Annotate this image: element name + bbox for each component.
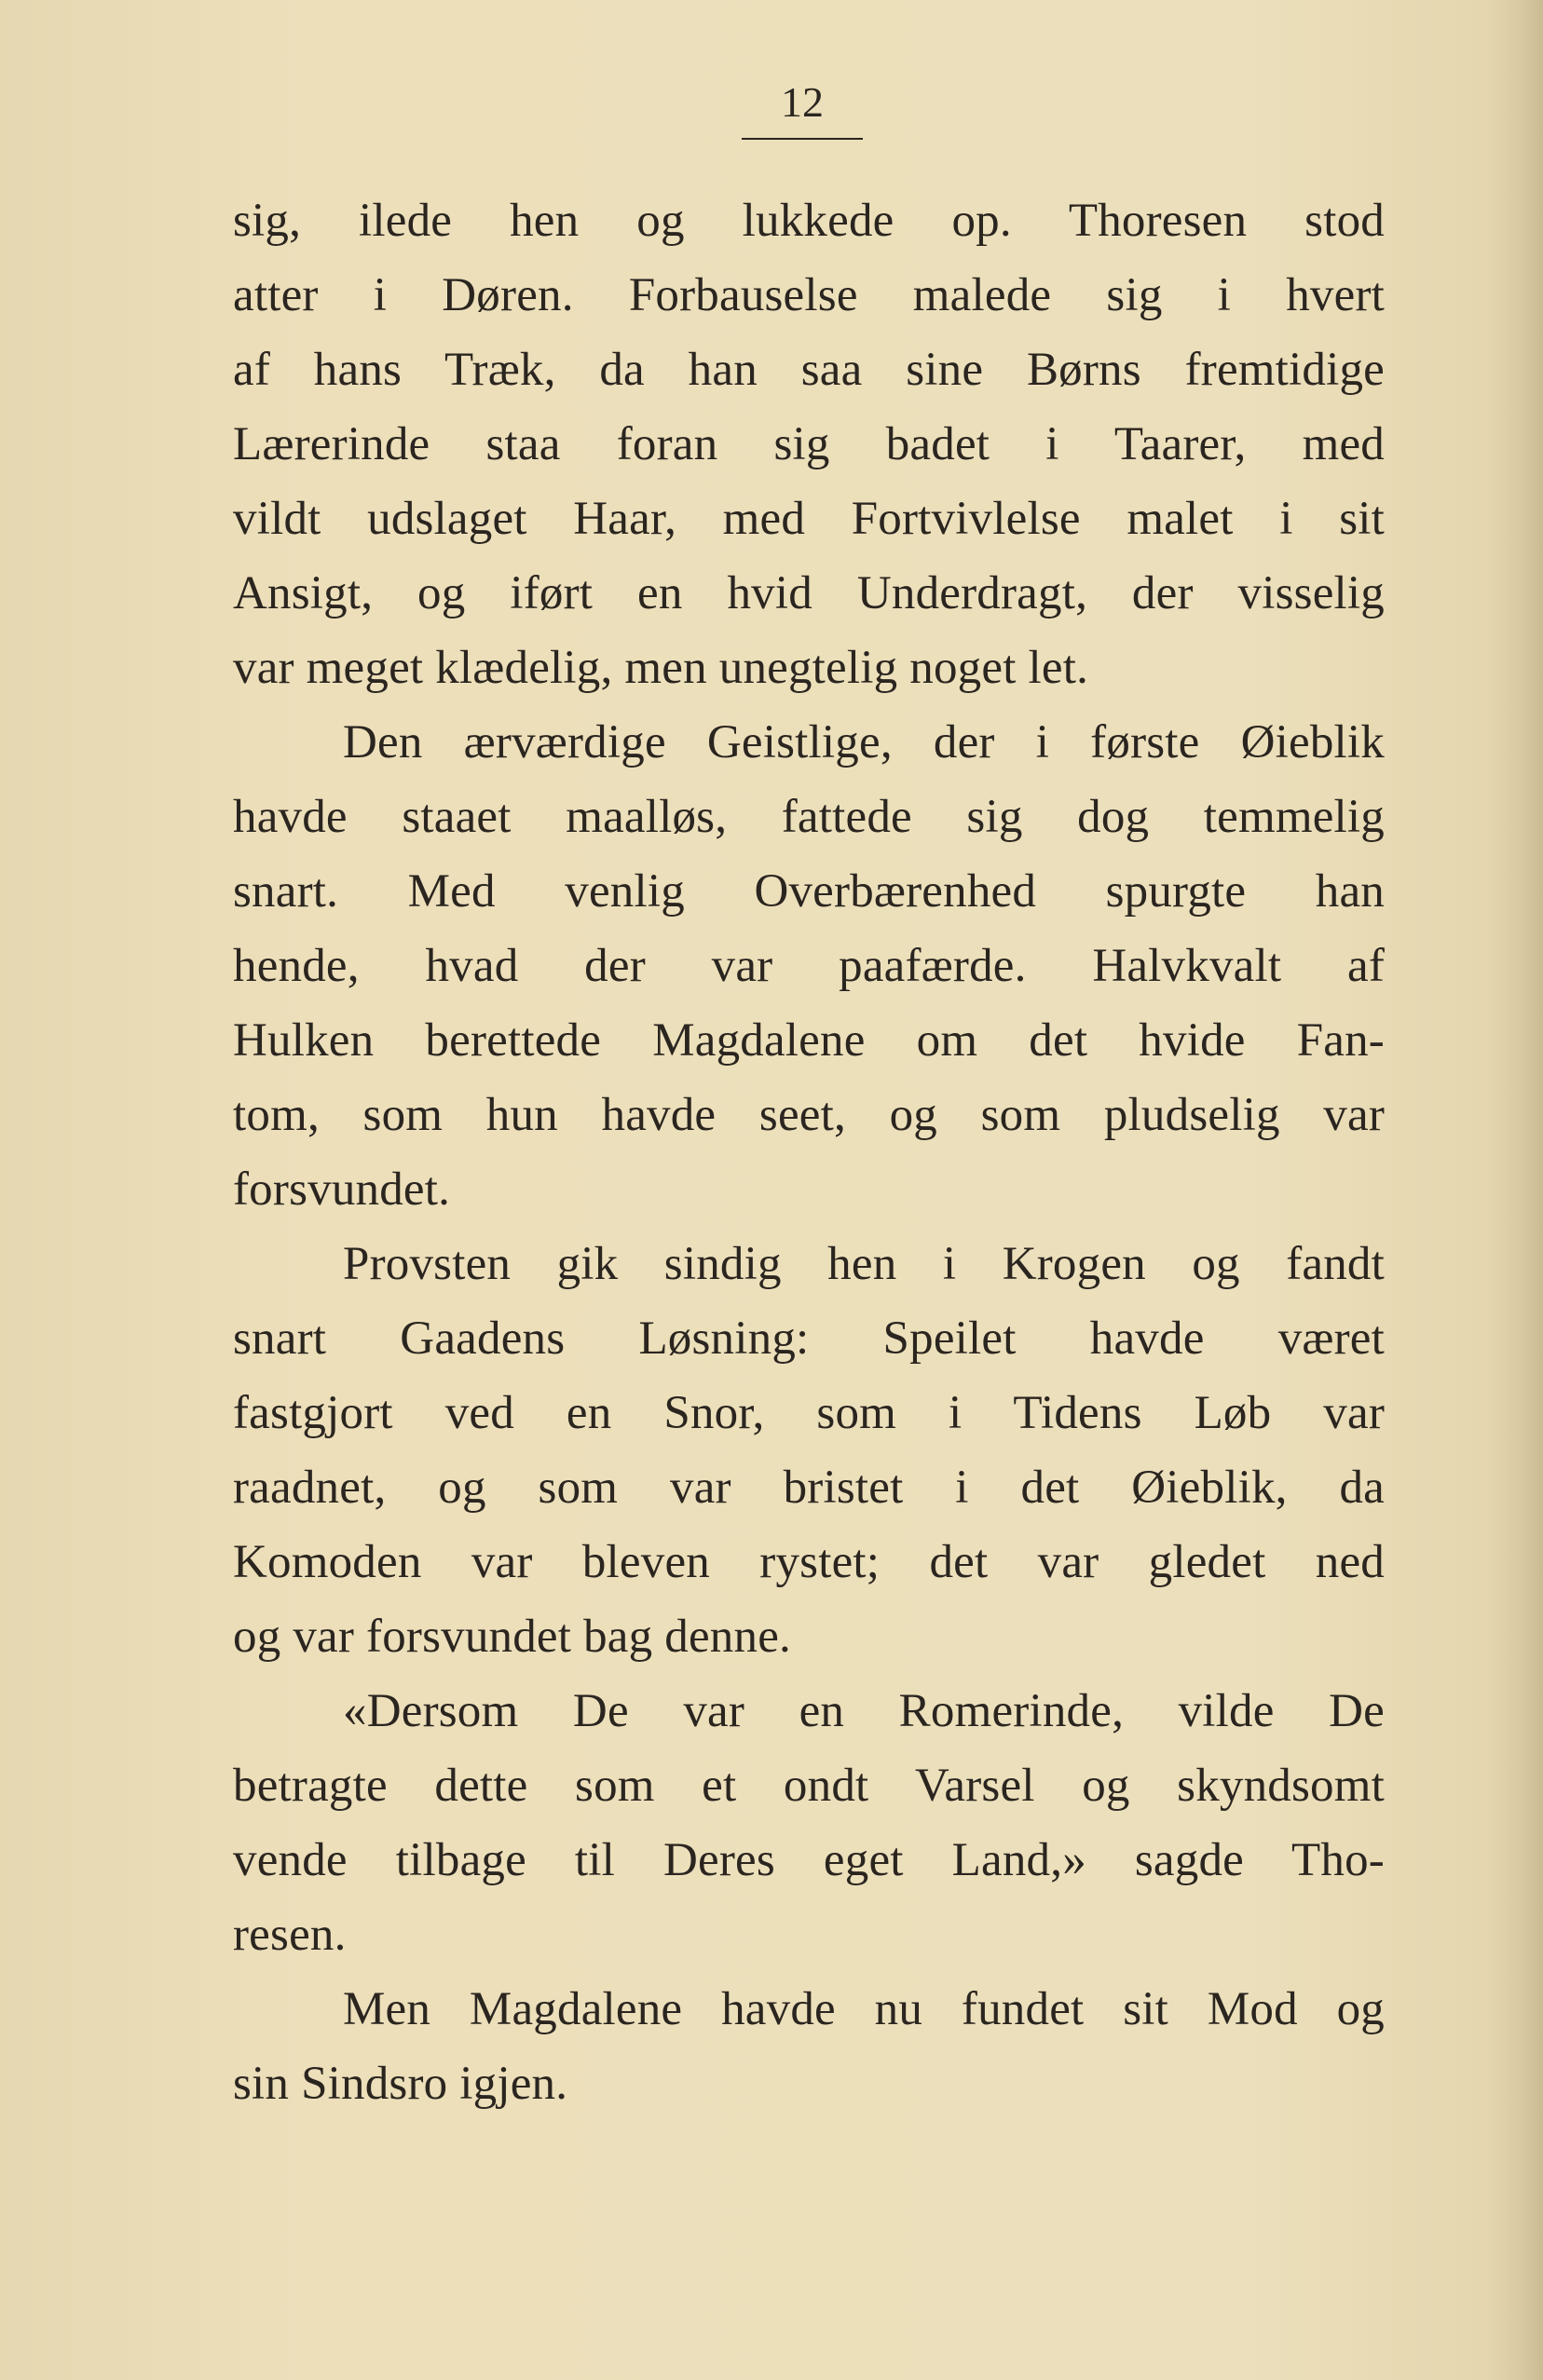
text-line: Men Magdalene havde nu fundet sit Mod og [343,1983,1385,2035]
text-line: af hans Træk, da han saa sine Børns fremtidige [233,344,1385,396]
text-line: Komoden var bleven rystet; det var gledet ned [233,1536,1385,1588]
text-line: var meget klædelig, men unegtelig noget let. [233,642,1089,694]
text-line: atter i Døren. Forbauselse malede sig i hvert [233,269,1385,321]
text-line: Den ærværdige Geistlige, der i første Øieblik [343,716,1385,768]
text-line: sin Sindsro igjen. [233,2058,568,2110]
text-line: betragte dette som et ondt Varsel og skyndsomt [233,1760,1385,1812]
text-line: Hulken berettede Magdalene om det hvide Fan- [233,1014,1385,1067]
text-line: hende, hvad der var paafærde. Halvkvalt af [233,940,1385,992]
text-line: Ansigt, og iført en hvid Underdragt, der visselig [233,567,1385,619]
text-line: og var forsvundet bag denne. [233,1611,791,1663]
text-line: tom, som hun havde seet, og som pludselig var [233,1089,1385,1141]
text-line: forsvundet. [233,1163,451,1216]
text-line: snart Gaadens Løsning: Speilet havde været [233,1312,1385,1365]
page-number: 12 [781,78,824,126]
body-text [233,184,1385,2121]
text-line: Provsten gik sindig hen i Krogen og fandt [343,1238,1385,1290]
text-line: snart. Med venlig Overbærenhed spurgte han [233,865,1385,918]
text-line: fastgjort ved en Snor, som i Tidens Løb var [233,1387,1385,1439]
page-edge-shadow [1487,0,1543,2380]
text-line: «Dersom De var en Romerinde, vilde De [343,1685,1385,1737]
text-line: Lærerinde staa foran sig badet i Taarer, med [233,418,1385,470]
text-line: raadnet, og som var bristet i det Øieblik, da [233,1462,1385,1514]
text-line: havde staaet maalløs, fattede sig dog temmelig [233,791,1385,843]
text-line: resen. [233,1909,347,1961]
page-number-rule [742,138,863,140]
text-line: vende tilbage til Deres eget Land,» sagde Tho- [233,1834,1385,1886]
text-line: vildt udslaget Haar, med Fortvivlelse malet i sit [233,493,1385,545]
text-line: sig, ilede hen og lukkede op. Thoresen stod [233,195,1385,247]
